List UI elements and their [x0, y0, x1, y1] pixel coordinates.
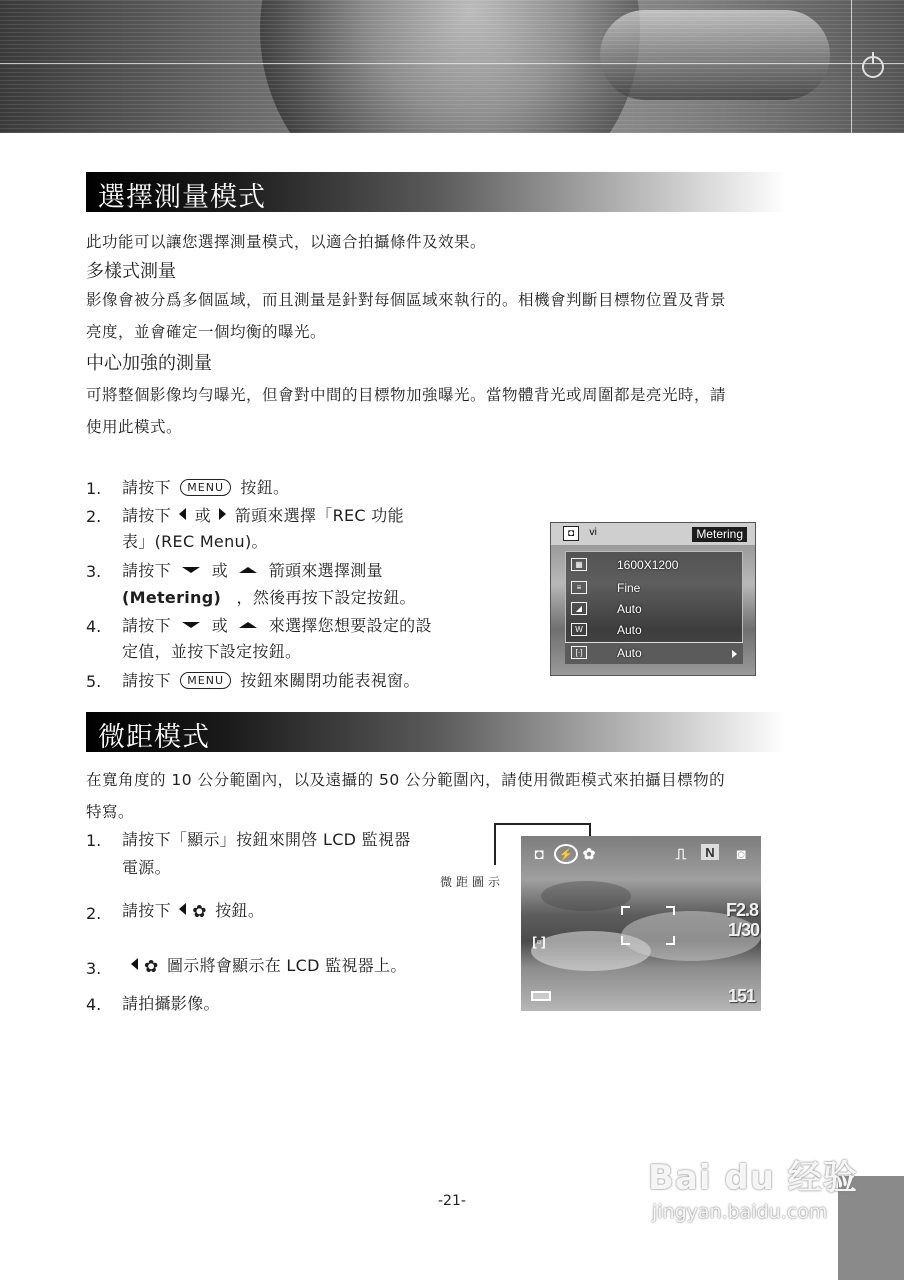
section-title-bar [86, 172, 786, 212]
lcd-tab-bar [551, 523, 755, 545]
macro-flower-icon: ✿ [582, 846, 596, 863]
step-number: 5. [86, 672, 102, 691]
lcd-menu-row [565, 620, 743, 641]
step-text: 表」(REC Menu)。 [122, 532, 268, 551]
left-arrow-icon [179, 903, 186, 915]
left-arrow-icon [179, 508, 186, 520]
metering-term: (Metering) [122, 588, 222, 607]
aperture-value: F2.8 [726, 900, 759, 920]
af-bracket [666, 936, 675, 945]
down-arrow-icon [182, 567, 200, 573]
macro-flower-icon: ✿ [192, 902, 207, 922]
lcd-menu-row [565, 599, 743, 620]
section-title: 微距模式 [98, 722, 210, 753]
step-text: 按鈕來關閉功能表視窗。 [240, 671, 420, 690]
step-text: 請按下 [122, 901, 171, 920]
shutter-value: 1/30 [728, 920, 760, 940]
step-text-line [122, 586, 416, 610]
step-text: 圖示將會顯示在 LCD 監視器上。 [166, 956, 407, 975]
quality-n-badge: N [701, 844, 719, 860]
left-arrow-icon [131, 958, 138, 970]
lcd-menu-row-selected [565, 642, 743, 664]
paragraph-line: 亮度，並會確定一個均衡的曝光。 [86, 323, 327, 341]
white-balance-icon: W [571, 623, 587, 636]
step-text: 請按下 [122, 506, 171, 525]
step-number: 4. [86, 995, 102, 1014]
subheading-multi: 多樣式測量 [86, 261, 176, 282]
menu-button-icon: MENU [180, 479, 231, 496]
step-number: 2. [86, 507, 102, 526]
step-text: 請按下 [122, 478, 171, 497]
sky-cloud [541, 881, 631, 911]
intro-text: 此功能可以讓您選擇測量模式，以適合拍攝條件及效果。 [86, 233, 487, 251]
lcd-menu-value: Auto [617, 623, 642, 637]
step-text: 來選擇您想要設定的設 [268, 616, 432, 635]
step-text: 請按下 [122, 561, 171, 580]
step-5 [122, 669, 420, 693]
down-arrow-icon [182, 622, 200, 628]
metering-icon: ◙ [736, 845, 746, 863]
lcd-menu-row [565, 555, 743, 576]
step-text: 請拍攝影像。 [122, 994, 220, 1013]
power-icon [862, 56, 884, 78]
macro-flower-icon: ✿ [144, 957, 159, 977]
section-title: 選擇測量模式 [98, 182, 266, 213]
step-text: 或 [211, 561, 228, 580]
paragraph-line: 影像會被分爲多個區域，而且測量是針對每個區域來執行的。相機會判斷目標物位置及背景 [86, 291, 727, 309]
step-text: 請按下 [122, 616, 171, 635]
step-number: 2. [86, 904, 102, 923]
step-text: 或 [211, 616, 228, 635]
af-bracket [621, 936, 630, 945]
lcd-menu-value: Fine [617, 581, 641, 595]
step-text: 定值，並按下設定按鈕。 [122, 642, 302, 661]
banner-divider [851, 0, 852, 133]
step-text: 箭頭來選擇「REC 功能 [234, 506, 404, 525]
quality-icon: ≡ [571, 581, 587, 594]
af-bracket [666, 906, 675, 915]
watermark [648, 1150, 858, 1223]
header-banner [0, 0, 904, 133]
callout-line [494, 823, 591, 825]
lcd-menu-row [565, 578, 743, 599]
page-number: -21- [438, 1193, 466, 1209]
exposure-icon: ◢ [571, 602, 587, 615]
step-text: 按鈕。 [215, 901, 265, 920]
up-arrow-icon [239, 567, 257, 573]
step-number: 3. [86, 959, 102, 978]
metering-tab: Metering [692, 527, 747, 542]
right-arrow-icon [732, 650, 737, 658]
up-arrow-icon [239, 622, 257, 628]
step-text: 請按下「顯示」按鈕來開啓 LCD 監視器 [122, 830, 411, 849]
lcd-macro-screenshot [521, 836, 761, 1011]
lcd-menu-value: 1600X1200 [617, 558, 679, 572]
section-title-bar [86, 712, 786, 752]
paragraph-line: 可將整個影像均勻曝光，但會對中間的目標物加強曝光。當物體背光或周圍都是亮光時，請 [86, 386, 727, 404]
quality-icon: ⎍ [675, 845, 687, 863]
step-2-macro [122, 899, 264, 926]
metering-mode-icon: [▫] [532, 933, 546, 949]
watermark-url: jingyan.baidu.com [652, 1201, 828, 1223]
step-number: 4. [86, 617, 102, 636]
step-number: 3. [86, 562, 102, 581]
shots-remaining: 151 [728, 986, 756, 1006]
step-1 [122, 476, 289, 500]
metering-icon: [·] [571, 646, 587, 659]
banner-texture [0, 0, 904, 133]
flash-off-icon: ⚡ [554, 844, 578, 864]
lcd-menu-value: Auto [617, 602, 642, 616]
step-4 [122, 614, 432, 638]
menu-button-icon: MENU [180, 672, 231, 689]
step-text: 請按下 [122, 671, 171, 690]
right-arrow-icon [219, 508, 226, 520]
paragraph-line: 特寫。 [86, 803, 135, 821]
setup-tab-icon: ⅵ [588, 527, 598, 538]
camera-mode-icon: ◘ [534, 845, 544, 863]
step-3-macro [128, 954, 407, 981]
battery-icon [531, 991, 551, 1001]
lcd-menu-value: Auto [617, 646, 642, 660]
af-bracket [621, 906, 630, 915]
paragraph-line: 使用此模式。 [86, 418, 183, 436]
callout-line [494, 823, 496, 865]
callout-label: 微距圖示 [440, 875, 505, 889]
step-2 [122, 504, 452, 528]
camera-tab-icon: ◘ [563, 526, 579, 541]
step-text: ，然後再按下設定按鈕。 [236, 588, 416, 607]
step-text: 箭頭來選擇測量 [268, 561, 383, 580]
step-number: 1. [86, 479, 102, 498]
lcd-menu-screenshot [550, 522, 756, 676]
subheading-center: 中心加強的測量 [86, 353, 212, 374]
resolution-icon: ▦ [571, 558, 587, 571]
step-number: 1. [86, 831, 102, 850]
step-3 [122, 559, 383, 583]
paragraph-line: 在寬角度的 10 公分範圍內，以及遠攝的 50 公分範圍內，請使用微距模式來拍攝目標物的 [86, 771, 726, 789]
step-text: 或 [194, 506, 211, 525]
watermark-brand: Bai du 经验 [648, 1158, 858, 1198]
banner-rule [0, 63, 904, 64]
step-text: 電源。 [122, 858, 171, 877]
step-text: 按鈕。 [240, 478, 290, 497]
